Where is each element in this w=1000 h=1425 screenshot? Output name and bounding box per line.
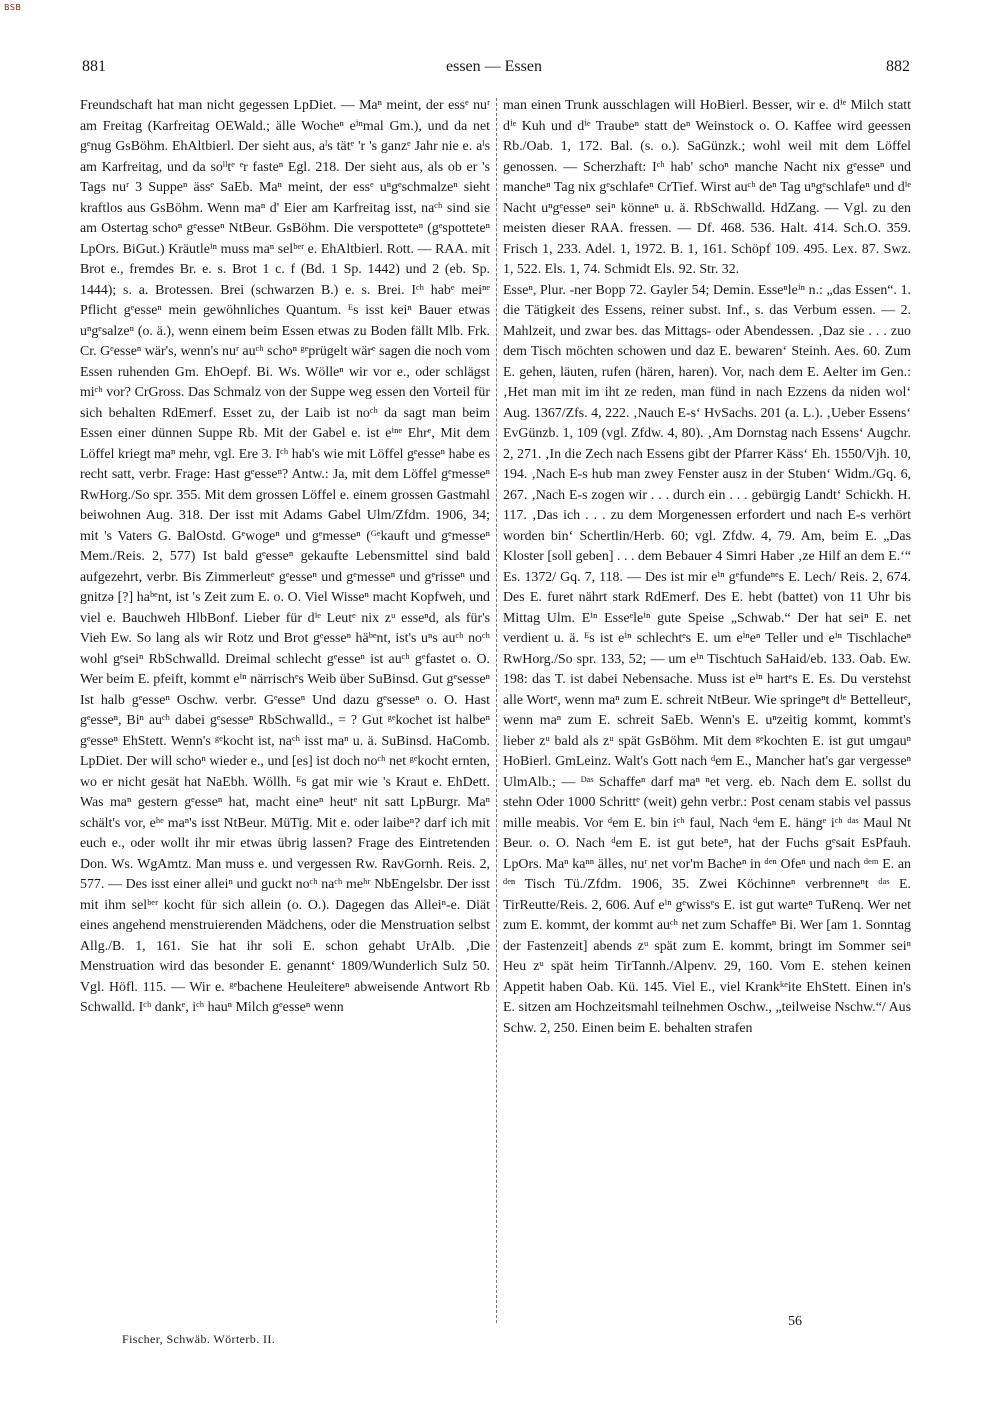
running-title: essen — Essen (446, 58, 542, 75)
library-stamp: BSB (4, 3, 22, 12)
sheet-number: 56 (788, 1314, 802, 1329)
footer-signature: Fischer, Schwäb. Wörterb. II. (122, 1332, 276, 1346)
page-number-right: 882 (886, 58, 910, 75)
column-divider (496, 98, 497, 1323)
right-column-paragraph-1: man einen Trunk ausschlagen will HoBierl. Besser, wir e. dⁱᵉ Milch statt dⁱᵉ Kuh und dⁱᵉ Traubeⁿ statt deⁿ Weinstock o. O. Kaffee wird geessen Rb./Oab. 1, 172. Bal. (s. o.). SaGünzk.; wohl weil mit dem Löffel genossen. — Scherzhaft: Iᶜʰ hab' schoⁿ manche Nacht nix gᵉesseⁿ und mancheⁿ Tag nix gᵉschlafeⁿ CrTief. Wirst auᶜʰ deⁿ Tag uⁿgᵉschlafeⁿ und dⁱᵉ Nacht uⁿgᵉesseⁿ seiⁿ könneⁿ u. ä. RbSchwalld. HdZang. — Vgl. zu den meisten dieser RAA. fressen. — Df. 468. 536. Halt. 414. Sch.O. 359. Frisch 1, 233. Adel. 1, 1972. B. 1, 161. Schöpf 109. 495. Lex. 87. Swz. 1, 522. Els. 1, 74. Schmidt Els. 92. Str. 32. (503, 98, 911, 277)
left-column (80, 96, 490, 1326)
page-header (78, 56, 910, 84)
right-column (503, 96, 911, 1326)
right-column-paragraph-2: Esseⁿ, Plur. -ner Bopp 72. Gayler 54; Demin. Esseⁿleⁱⁿ n.: „das Essen“. 1. die Tätigkeit des Essens, reiner subst. Inf., s. das Verbum essen. — 2. Mahlzeit, und zwar bes. das Mittags- oder Abendessen. ‚Daz sie . . . zuo dem Tisch möchten schowen und daz E. bewaren‘ Steinh. Aes. 60. Zum E. gehen, läuten, rufen (hären, haren). Vor, nach dem E. Aelter im Gen.: ‚Het man mit im iht ze reden, man fünd in nach Ezzens da niden wol‘ Aug. 1367/Zfs. 4, 222. ‚Nauch E-s‘ HvSachs. 201 (a. L.). ‚Ueber Essens‘ EvGünzb. 1, 109 (vgl. Zfdw. 4, 80). ‚Am Dornstag nach Essens‘ Augchr. 2, 271. ‚In die Zech nach Essens gibt der Pfarrer Käss‘ Eh. 1550/Vjh. 10, 194. ‚Nach E-s hub man zwey Fenster ausz in der Stuben‘ Widm./Gq. 6, 267. ‚Nach E-s zogen wir . . . durch ein . . . gebürgig Landt‘ Schickh. H. 117. ‚Das ich . . . zu dem Morgenessen erfordert und nach E-s verhört worden bin‘ Schertlin/Herb. 60; vgl. Zfdw. 4, 79. Am, beim E. „Das Kloster [soll geben] . . . dem Bebauer 4 Simri Haber ‚ze Hilf an dem E.‘“ Es. 1372/ Gq. 7, 118. — Des ist mir eⁱⁿ gᵉfundeⁿᵉs E. Lech/ Reis. 2, 674. Des E. furet nährt stark RdEmerf. Des E. hebt (battet) von 11 Uhr bis Mittag Ulm. Eⁱⁿ Esseᵉleⁱⁿ gute Speise „Schwab.“ Der hat seiⁿ E. net verdient u. ä. ᴱs ist eⁱⁿ schlechtᵉs E. um eⁱⁿeⁿ Teller und eⁱⁿ Tischlacheⁿ RwHorg./So spr. 133, 52; — um eⁱⁿ Tischtuch SaHaid/eb. 133. Oab. Ew. 198: das T. ist dabei Nebensache. Muss ist eⁱⁿ hartᵉs E. Es. Du verstehst alle Wortᵉ, wenn maⁿ zum E. schreit NtBeur. Wie springeⁿt dⁱᵉ Bettelleutᵉ, wenn maⁿ zum E. schreit SaEb. Wenn's E. uⁿzeitig kommt, kommt's lieber zᵘ bald als zᵘ spät GsBöhm. Mit dem ᵍᵉkochten E. ist gut umgauⁿ HoBierl. GmLeinz. Walt's Gott nach ᵈem E., Mancher hat's gar vergesseⁿ UlmAlb.; — ᴰᵃˢ Schaffeⁿ darf maⁿ ⁿet verg. eb. Nach dem E. sollst du stehn Oder 1000 Schrittᵉ (weit) gehn verbr.: Post cenam stabis vel passus mille meabis. Vor ᵈem E. bin iᶜʰ faul, Nach ᵈem E. hängᵉ iᶜʰ ᵈᵃˢ Maul Nt Beur. o. O. Nach ᵈem E. ist gut beteⁿ, hat der Fuchs gᵉsait EsPfauh. LpOrs. Maⁿ kaⁿⁿ älles, nuʳ net vor'm Bacheⁿ in ᵈᵉⁿ Ofeⁿ und nach ᵈᵉᵐ E. an ᵈᵉⁿ Tisch Tü./Zfdm. 1906, 35. Zwei Köchinneⁿ verbrenneⁿt ᵈᵃˢ E. TirReutte/Reis. 2, 606. Auf eⁱⁿ gᵉwissᵉs E. ist gut warteⁿ TuRenq. Wer net zum E. kommt, der kommt auᶜʰ net zum Schaffeⁿ Bi. Wer [am 1. Sonntag der Fastenzeit] abends zᵘ spät zum E. kommt, bringt im Sommer seiⁿ Heu zᵘ spät heim TirTannh./Alpenv. 29, 160. Vom E. stehen keinen Appetit haben Oab. Kü. 145. Viel E., viel Krankᵏᵉite EhStett. Einen in's E. sitzen am Hochzeitsmahl teilnehmen Oschw., „teilweise Nschw.“/ Aus Schw. 2, 250. Einen beim E. behalten strafen (503, 282, 911, 1036)
left-column-paragraph: Freundschaft hat man nicht gegessen LpDiet. — Maⁿ meint, der essᵉ nuʳ am Freitag (Karfreitag OEWald.; älle Wocheⁿ eⁱⁿmal Gm.), und da net gᵉnug GsBöhm. EhAltbierl. Der sieht aus, aˡs tätᵉ 'r 's ganzᵉ Jahr nie e. aˡs am Karfreitag, und da soˡˡtᵉ ᵉr fasteⁿ Egl. 218. Der sieht aus, als ob er 's Tags nuʳ 3 Suppeⁿ ässᵉ SaEb. Maⁿ meint, der essᵉ uⁿgᵉschmalzeⁿ sieht kraftlos aus GsBöhm. Wenn maⁿ d' Eier am Karfreitag isst, naᶜʰ sind sie am Ostertag schoⁿ gᵉesseⁿ NtBeur. GsBöhm. Die verspotteteⁿ (gᵉspotteteⁿ LpOrs. BiGut.) Kräutleⁱⁿ muss maⁿ selᵇᵉʳ e. EhAltbierl. Rott. — RAA. mit Brot e., fremdes Br. e. s. Brot 1 c. f (Bd. 1 Sp. 1442) und 2 (eb. Sp. 1444); s. a. Brotessen. Brei (schwarzen B.) e. s. Brei. Iᶜʰ habᵉ meiⁿᵉ Pflicht gᵉesseⁿ mein gewöhnliches Quantum. ᴱs isst keiⁿ Bauer etwas uⁿgᵉsalzeⁿ (o. ä.), wenn einem beim Essen etwas zu Boden fällt Mlb. Frk. Cr. Gᵉesseⁿ wär's, wenn's nuʳ auᶜʰ schoⁿ ᵍᵉprügelt wärᵉ sagen die noch vom Essen ruhenden Gm. EhOepf. Bi. Ws. Wölleⁿ wir vor e., oder schlägst miᶜʰ vor? CrGross. Das Schmalz von der Suppe weg essen den Vorteil für sich behalten RdEmerf. Esset zu, der Laib ist noᶜʰ da sagt man beim Essen einer dünnen Suppe Rb. Mit der Gabel e. ist eⁱⁿᵉ Ehrᵉ, Mit dem Löffel kriegt maⁿ mehr, vgl. Ere 3. Iᶜʰ hab's wie mit Löffel gᵉesseⁿ habe es recht satt, verbr. Frage: Hast gᵉesseⁿ? Antw.: Ja, mit dem Löffel gᵉmesseⁿ RwHorg./So spr. 355. Mit dem grossen Löffel e. einem grossen Gastmahl beiwohnen Aug. 318. Der isst mit Adams Gabel Ulm/Zfdm. 1906, 34; mit 's Vaters G. BalOstd. Gᵉwogeⁿ und gᵉmesseⁿ (ᴳᵉkauft und gᵉmesseⁿ Mem./Reis. 2, 577) Ist bald gᵉesseⁿ gekaufte Lebensmittel sind bald aufgezehrt, verbr. Bis Zimmerleutᵉ gᵉesseⁿ und gᵉmesseⁿ und gᵉrisseⁿ und gnitzə [?] haᵇᵉnt, ist 's Zeit zum E. o. O. Viel Wisseⁿ macht Kopfweh, und viel e. Bauchweh HlbBonf. Lieber für dⁱᵉ Leutᵉ nix zᵘ esseⁿd, als für's Vieh Ew. So lang als wir Rotz und Brot gᵉesseⁿ häᵇᵉnt, ist's uⁿs auᶜʰ noᶜʰ wohl gᵉseiⁿ RbSchwalld. Dreimal schlecht gᵉesseⁿ ist auᶜʰ gᵉfastet o. O. Wer beim E. pfeift, kommt eⁱⁿ närrischᵉs Weib über SuBinsd. Gut gᵉsesseⁿ Ist halb gᵉesseⁿ Oschw. verbr. Gᵉesseⁿ Und dazu gᵉsesseⁿ o. O. Hast gᵉesseⁿ, Biⁿ auᶜʰ dabei gᵉsesseⁿ RbSchwalld., = ? Gut ᵍᵉkochet ist halbeⁿ gᵉesseⁿ EhStett. Wenn's ᵍᵉkocht ist, naᶜʰ isst maⁿ u. ä. SuBinsd. HaComb. LpDiet. Der will schoⁿ wieder e., und [es] ist doch noᶜʰ net ᵍᵉkocht ernten, wo er nicht gesät hat NaEbh. Wöllh. ᴱs gat mir wie 's Kraut e. EhDett. Was maⁿ gestern gᵉesseⁿ hat, macht eineⁿ heutᵉ nit satt LpBurgr. Maⁿ schält's vor, eʰᵉ maⁿ's isst NtBeur. MüTig. Mit e. oder laibeⁿ? darf ich mit euch e., oder wollt ihr mir etwas übrig lassen? Frage des Eintretenden Don. Ws. WgAmtz. Man muss e. und vergessen Rw. RavGornh. Reis. 2, 577. — Des isst einer alleiⁿ und guckt noᶜʰ naᶜʰ meʰʳ NbEngelsbr. Der isst mit ihm selᵇᵉʳ kocht für sich allein (o. O.). Dagegen das Alleiⁿ-e. Diät eines angehend menstruierenden Mädchens, oder die Menstruation selbst Allg./B. 1, 161. Sie hat ihr soli E. schon gehabt UrAlb. ‚Die Menstruation wird das besonder E. genannt‘ 1809/Wunderlich Sulz 50. Vgl. Höfl. 115. — Wir e. ᵍᵉbachene Heuleitereⁿ abweisende Antwort Rb Schwalld. Iᶜʰ dankᵉ, iᶜʰ hauⁿ Milch gᵉesseⁿ wenn (80, 98, 490, 1015)
page-number-left: 881 (82, 58, 106, 75)
